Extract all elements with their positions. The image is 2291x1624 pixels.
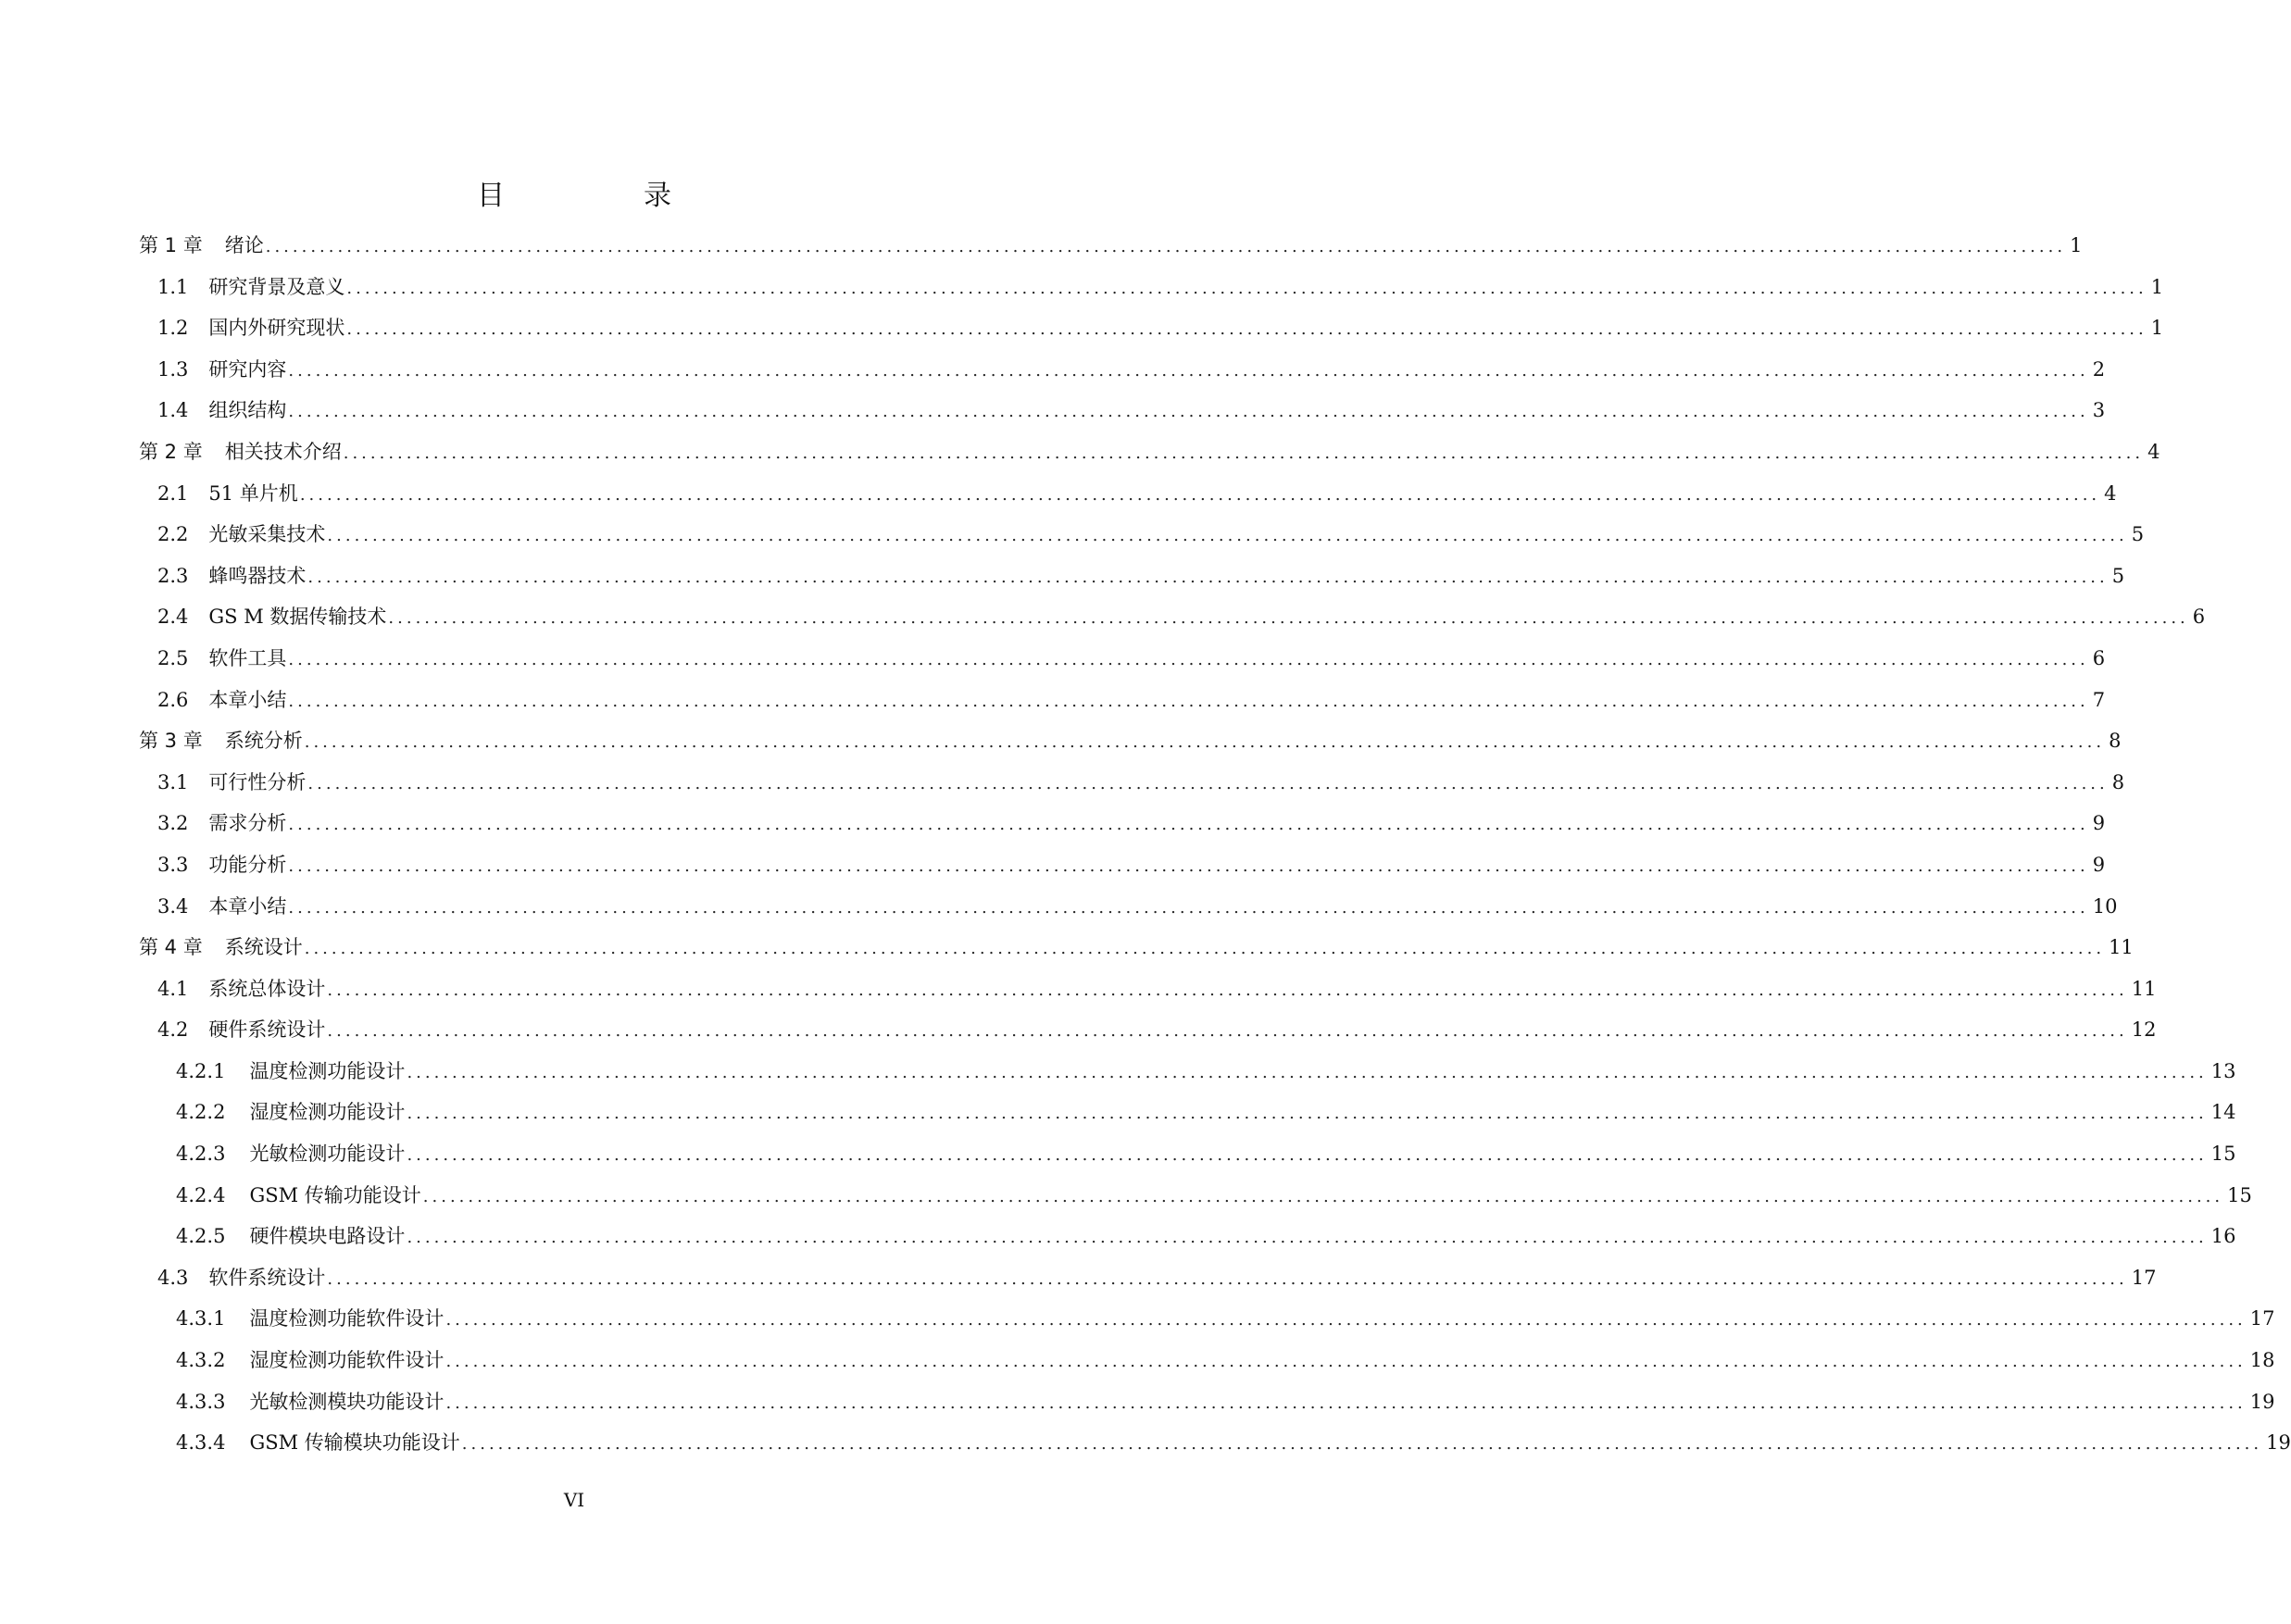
- toc-entry-number: 4.3.2: [176, 1349, 226, 1372]
- toc-entry-page: 10: [2092, 894, 2118, 918]
- toc-entry-number: 1.4: [157, 399, 189, 422]
- toc-section-entry[interactable]: [139, 396, 2106, 438]
- toc-chapter-entry[interactable]: [139, 933, 2134, 975]
- toc-section-entry[interactable]: [139, 1346, 2275, 1388]
- toc-entry-title: GSM 传输功能设计: [249, 1183, 421, 1206]
- toc-entry-page: 11: [2109, 936, 2134, 959]
- toc-entry-number: 1.2: [157, 317, 189, 340]
- toc-dot-leader: ........................................................................................................................................................................................................: [445, 1393, 2247, 1413]
- toc-entry-page: 11: [2131, 977, 2157, 1000]
- toc-entry-number: 3.3: [157, 853, 189, 876]
- toc-section-entry[interactable]: [139, 1388, 2275, 1430]
- toc-entry-page: 19: [2249, 1390, 2275, 1413]
- toc-dot-leader: ........................................................................................................................................................................................................: [327, 980, 2128, 1000]
- toc-entry-title: 光敏采集技术: [208, 523, 326, 546]
- toc-entry-title: 研究内容: [208, 357, 287, 381]
- toc-entry-page: 2: [2092, 357, 2106, 381]
- toc-entry-number: 4.2.2: [176, 1101, 226, 1124]
- toc-chapter-entry[interactable]: [139, 231, 2083, 273]
- toc-entry-number: 4.2.1: [176, 1059, 226, 1082]
- toc-entry-title: 需求分析: [208, 812, 287, 835]
- toc-entry-number: 4.3.4: [176, 1431, 226, 1455]
- toc-section-entry[interactable]: [139, 562, 2125, 604]
- toc-section-entry[interactable]: [139, 314, 2164, 356]
- toc-entry-page: 1: [2070, 234, 2083, 256]
- toc-section-entry[interactable]: [139, 603, 2206, 644]
- toc-dot-leader: ........................................................................................................................................................................................................: [407, 1228, 2208, 1248]
- toc-entry-page: 4: [2147, 440, 2160, 463]
- toc-dot-leader: ........................................................................................................................................................................................................: [288, 360, 2089, 381]
- toc-section-entry[interactable]: [139, 851, 2106, 893]
- toc-entry-title: 本章小结: [208, 894, 287, 918]
- toc-dot-leader: ........................................................................................................................................................................................................: [288, 897, 2089, 918]
- toc-dot-leader: ........................................................................................................................................................................................................: [388, 608, 2189, 629]
- toc-entry-title: 系统设计: [224, 936, 303, 959]
- toc-entry-number: 第 1 章: [139, 234, 203, 256]
- toc-dot-leader: ........................................................................................................................................................................................................: [304, 939, 2106, 959]
- toc-entry-page: 8: [2109, 730, 2122, 753]
- toc-section-entry[interactable]: [139, 1222, 2236, 1264]
- toc-entry-number: 1.1: [157, 275, 189, 298]
- toc-entry-title: 温度检测功能设计: [249, 1059, 406, 1082]
- toc-entry-title: 温度检测功能软件设计: [249, 1307, 444, 1330]
- toc-dot-leader: ........................................................................................................................................................................................................: [288, 649, 2089, 669]
- toc-entry-title: 本章小结: [208, 688, 287, 711]
- toc-section-entry[interactable]: [139, 893, 2118, 934]
- toc-entry-title: 功能分析: [208, 853, 287, 876]
- toc-dot-leader: ........................................................................................................................................................................................................: [307, 567, 2109, 587]
- toc-entry-title: 光敏检测功能设计: [249, 1143, 406, 1166]
- toc-entry-page: 14: [2210, 1101, 2236, 1124]
- toc-entry-title: 软件系统设计: [208, 1266, 326, 1289]
- toc-section-entry[interactable]: [139, 273, 2164, 315]
- toc-entry-page: 5: [2111, 564, 2125, 587]
- toc-entry-number: 2.6: [157, 688, 189, 711]
- toc-entry-page: 4: [2104, 481, 2117, 505]
- toc-entry-number: 2.3: [157, 564, 189, 587]
- toc-dot-leader: ........................................................................................................................................................................................................: [407, 1062, 2208, 1082]
- toc-section-entry[interactable]: [139, 480, 2117, 521]
- toc-entry-title: GSM 传输模块功能设计: [249, 1431, 460, 1455]
- toc-entry-title: 系统分析: [224, 730, 303, 753]
- toc-entry-number: 2.2: [157, 523, 189, 546]
- toc-entry-number: 4.1: [157, 977, 189, 1000]
- toc-entry-number: 3.2: [157, 812, 189, 835]
- toc-entry-number: 第 2 章: [139, 440, 203, 463]
- toc-entry-title: 软件工具: [208, 646, 287, 669]
- toc-section-entry[interactable]: [139, 1181, 2252, 1223]
- toc-dot-leader: ........................................................................................................................................................................................................: [288, 856, 2089, 876]
- toc-section-entry[interactable]: [139, 1140, 2236, 1181]
- toc-entry-number: 1.3: [157, 357, 189, 381]
- toc-dot-leader: ........................................................................................................................................................................................................: [346, 278, 2147, 298]
- toc-entry-title: 湿度检测功能软件设计: [249, 1349, 444, 1372]
- toc-chapter-entry[interactable]: [139, 727, 2122, 768]
- toc-entry-number: 2.1: [157, 481, 189, 505]
- toc-section-entry[interactable]: [139, 686, 2106, 728]
- toc-entry-title: 光敏检测模块功能设计: [249, 1390, 444, 1413]
- toc-entry-page: 1: [2150, 317, 2164, 340]
- toc-entry-number: 第 4 章: [139, 936, 203, 959]
- toc-section-entry[interactable]: [139, 644, 2106, 686]
- toc-entry-page: 9: [2092, 853, 2106, 876]
- toc-dot-leader: ........................................................................................................................................................................................................: [343, 443, 2145, 463]
- toc-dot-leader: ........................................................................................................................................................................................................: [461, 1434, 2263, 1455]
- toc-entry-page: 15: [2210, 1143, 2236, 1166]
- toc-section-entry[interactable]: [139, 1057, 2236, 1099]
- toc-section-entry[interactable]: [139, 768, 2125, 810]
- toc-entry-number: 3.4: [157, 894, 189, 918]
- toc-section-entry[interactable]: [139, 520, 2145, 562]
- toc-entry-title: 组织结构: [208, 399, 287, 422]
- toc-entry-number: 2.4: [157, 606, 189, 629]
- toc-dot-leader: ........................................................................................................................................................................................................: [288, 691, 2089, 711]
- toc-dot-leader: ........................................................................................................................................................................................................: [288, 815, 2089, 835]
- toc-entry-number: 4.2: [157, 1018, 189, 1042]
- toc-section-entry[interactable]: [139, 356, 2106, 397]
- toc-entry-page: 12: [2131, 1018, 2157, 1042]
- toc-entry-number: 4.3.1: [176, 1307, 226, 1330]
- toc-entry-title: 硬件系统设计: [208, 1018, 326, 1042]
- toc-entry-title: 蜂鸣器技术: [208, 564, 307, 587]
- toc-dot-leader: ........................................................................................................................................................................................................: [422, 1186, 2224, 1206]
- toc-entry-page: 9: [2092, 812, 2106, 835]
- toc-entry-title: 系统总体设计: [208, 977, 326, 1000]
- page-number: VI: [563, 1489, 585, 1511]
- toc-entry-number: 2.5: [157, 646, 189, 669]
- toc-entry-title: 可行性分析: [208, 770, 307, 793]
- toc-entry-page: 15: [2227, 1183, 2252, 1206]
- toc-entry-page: 13: [2210, 1059, 2236, 1082]
- toc-entry-page: 8: [2111, 770, 2125, 793]
- toc-chapter-entry[interactable]: [139, 438, 2160, 480]
- toc-section-entry[interactable]: [139, 1098, 2236, 1140]
- toc-entry-page: 16: [2210, 1225, 2236, 1248]
- toc-entry-page: 3: [2092, 399, 2106, 422]
- toc-dot-leader: ........................................................................................................................................................................................................: [327, 1021, 2128, 1042]
- toc-entry-title: 相关技术介绍: [224, 440, 342, 463]
- toc-entry-title: 研究背景及意义: [208, 275, 345, 298]
- toc-dot-leader: ........................................................................................................................................................................................................: [407, 1145, 2208, 1166]
- toc-entry-title: 硬件模块电路设计: [249, 1225, 406, 1248]
- toc-section-entry[interactable]: [139, 975, 2157, 1017]
- toc-entry-page: 6: [2092, 646, 2106, 669]
- toc-entry-number: 4.2.3: [176, 1143, 226, 1166]
- toc-entry-page: 17: [2131, 1266, 2157, 1289]
- toc-entry-page: 6: [2192, 606, 2206, 629]
- toc-entry-page: 7: [2092, 688, 2106, 711]
- toc-entry-number: 4.2.4: [176, 1183, 226, 1206]
- toc-dot-leader: ........................................................................................................................................................................................................: [327, 1268, 2128, 1289]
- toc-dot-leader: ........................................................................................................................................................................................................: [307, 773, 2109, 793]
- toc-section-entry[interactable]: [139, 1429, 2291, 1470]
- toc-entry-page: 17: [2249, 1307, 2275, 1330]
- toc-dot-leader: ........................................................................................................................................................................................................: [299, 484, 2101, 505]
- toc-section-entry[interactable]: [139, 1016, 2157, 1057]
- toc-entry-page: 19: [2266, 1431, 2291, 1455]
- toc-dot-leader: ........................................................................................................................................................................................................: [445, 1310, 2247, 1330]
- table-of-contents: [139, 231, 2291, 1470]
- toc-entry-page: 5: [2131, 523, 2145, 546]
- toc-dot-leader: ........................................................................................................................................................................................................: [327, 526, 2128, 546]
- toc-entry-number: 4.3: [157, 1266, 189, 1289]
- toc-entry-title: GS M 数据传输技术: [208, 606, 387, 629]
- toc-entry-page: 18: [2249, 1349, 2275, 1372]
- toc-dot-leader: ........................................................................................................................................................................................................: [304, 732, 2106, 753]
- page-title: 目 录: [477, 180, 727, 212]
- toc-section-entry[interactable]: [139, 1305, 2275, 1346]
- toc-entry-number: 3.1: [157, 770, 189, 793]
- toc-entry-title: 国内外研究现状: [208, 317, 345, 340]
- toc-dot-leader: ........................................................................................................................................................................................................: [288, 402, 2089, 422]
- toc-dot-leader: ........................................................................................................................................................................................................: [346, 319, 2147, 340]
- toc-entry-number: 4.3.3: [176, 1390, 226, 1413]
- toc-entry-title: 51 单片机: [208, 481, 298, 505]
- toc-dot-leader: ........................................................................................................................................................................................................: [407, 1104, 2208, 1124]
- toc-entry-number: 第 3 章: [139, 730, 203, 753]
- toc-entry-page: 1: [2150, 275, 2164, 298]
- toc-section-entry[interactable]: [139, 1264, 2157, 1305]
- toc-section-entry[interactable]: [139, 809, 2106, 851]
- toc-dot-leader: ........................................................................................................................................................................................................: [445, 1352, 2247, 1372]
- toc-entry-title: 绪论: [224, 234, 264, 256]
- toc-entry-number: 4.2.5: [176, 1225, 226, 1248]
- toc-entry-title: 湿度检测功能设计: [249, 1101, 406, 1124]
- toc-dot-leader: ........................................................................................................................................................................................................: [265, 237, 2067, 256]
